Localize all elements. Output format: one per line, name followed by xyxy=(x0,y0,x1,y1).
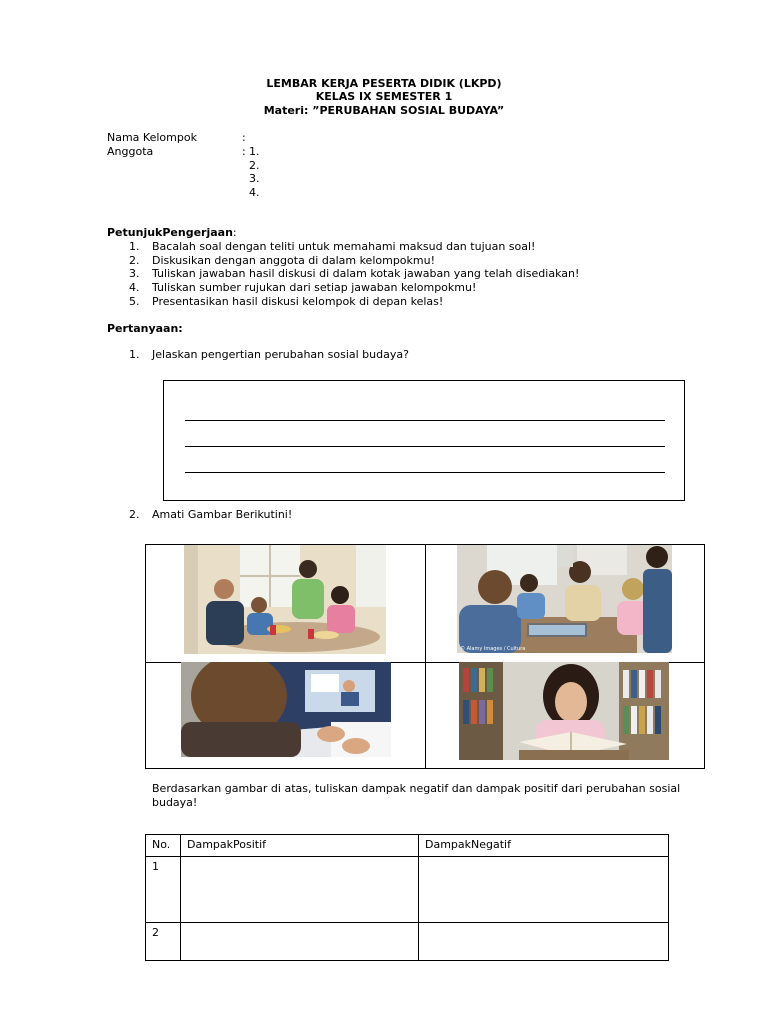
photo-family-dinner xyxy=(184,545,386,654)
instruction-num-5: 5. xyxy=(129,295,140,308)
answer-box[interactable] xyxy=(163,380,685,501)
worksheet-title: LEMBAR KERJA PESERTA DIDIK (LKPD) xyxy=(266,77,502,90)
class-semester-title: KELAS IX SEMESTER 1 xyxy=(315,90,453,103)
impact-table xyxy=(145,834,669,961)
instruction-text-4: Tuliskan sumber rujukan dari setiap jawaban kelompokmu! xyxy=(152,281,477,294)
table-cell-no: 1 xyxy=(146,857,181,923)
photo-watermark: © Alamy Images / Cultura xyxy=(460,646,526,652)
instructions-heading-colon: : xyxy=(232,226,237,239)
members-colon: : xyxy=(242,145,246,158)
table-row xyxy=(146,857,669,923)
table-header-no: No. xyxy=(146,835,181,857)
photo-family-tablet xyxy=(457,545,672,653)
member-number-4: 4. xyxy=(249,186,260,199)
table-cell-negative[interactable] xyxy=(419,857,669,923)
questions-heading: Pertanyaan: xyxy=(107,322,183,335)
table-header-negative: DampakNegatif xyxy=(419,835,669,857)
answer-line-2[interactable] xyxy=(185,446,665,447)
table-cell-no: 2 xyxy=(146,923,181,961)
question-1-num: 1. xyxy=(129,348,140,361)
question-1-text: Jelaskan pengertian perubahan sosial budaya? xyxy=(152,348,409,361)
material-title: Materi: ”PERUBAHAN SOSIAL BUDAYA” xyxy=(263,104,505,117)
instruction-text-1: Bacalah soal dengan teliti untuk memahami maksud dan tujuan soal! xyxy=(152,240,536,253)
answer-line-3[interactable] xyxy=(185,472,665,473)
member-number-3: 3. xyxy=(249,172,260,185)
task-text-line-2: budaya! xyxy=(152,796,198,809)
members-label: Anggota xyxy=(107,145,154,158)
image-grid xyxy=(145,544,705,769)
photo-woman-laptop xyxy=(181,662,391,757)
table-header-row xyxy=(146,835,669,857)
table-header-positive: DampakPositif xyxy=(181,835,419,857)
instruction-num-2: 2. xyxy=(129,254,140,267)
question-2-num: 2. xyxy=(129,508,140,521)
table-row xyxy=(146,923,669,961)
instruction-num-4: 4. xyxy=(129,281,140,294)
question-2-text: Amati Gambar Berikutini! xyxy=(152,508,293,521)
answer-line-1[interactable] xyxy=(185,420,665,421)
table-cell-positive[interactable] xyxy=(181,857,419,923)
group-name-colon: : xyxy=(242,131,246,144)
group-name-label: Nama Kelompok xyxy=(107,131,197,144)
instruction-num-1: 1. xyxy=(129,240,140,253)
instruction-text-2: Diskusikan dengan anggota di dalam kelompokmu! xyxy=(152,254,435,267)
member-number-2: 2. xyxy=(249,159,260,172)
instructions-heading xyxy=(107,226,237,239)
table-cell-negative[interactable] xyxy=(419,923,669,961)
table-cell-positive[interactable] xyxy=(181,923,419,961)
instruction-text-3: Tuliskan jawaban hasil diskusi di dalam kotak jawaban yang telah disediakan! xyxy=(152,267,580,280)
photo-girl-library xyxy=(459,662,669,760)
instruction-num-3: 3. xyxy=(129,267,140,280)
grid-divider-vertical xyxy=(425,545,426,768)
instructions-heading-text: PetunjukPengerjaan xyxy=(107,226,233,239)
task-text-line-1: Berdasarkan gambar di atas, tuliskan dampak negatif dan dampak positif dari perubahan sosial xyxy=(152,782,681,795)
member-number-1: 1. xyxy=(249,145,260,158)
instruction-text-5: Presentasikan hasil diskusi kelompok di depan kelas! xyxy=(152,295,444,308)
